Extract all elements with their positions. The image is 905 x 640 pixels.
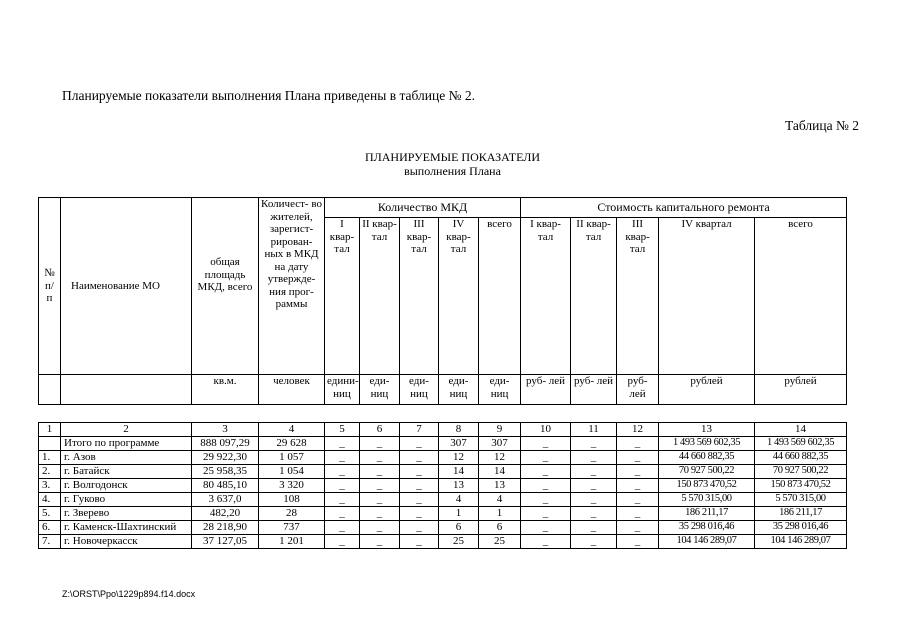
cell-q2: _ xyxy=(360,521,400,535)
cell-name: Итого по программе xyxy=(61,437,192,451)
cell-ct: 150 873 470,52 xyxy=(755,479,847,493)
header-q4: IV квар- тал xyxy=(439,218,479,375)
cell-ct: 44 660 882,35 xyxy=(755,451,847,465)
intro-text: Планируемые показатели выполнения Плана приведены в таблице № 2. xyxy=(62,88,475,103)
cell-tot: 13 xyxy=(479,479,521,493)
title-line-1: ПЛАНИРУЕМЫЕ ПОКАЗАТЕЛИ xyxy=(364,150,541,164)
cell-name: г. Каменск-Шахтинский xyxy=(61,521,192,535)
cell-area: 80 485,10 xyxy=(192,479,259,493)
cell-c2: _ xyxy=(571,521,617,535)
cell-c4: 150 873 470,52 xyxy=(659,479,755,493)
cell-c2: _ xyxy=(571,535,617,549)
cell-q4: 6 xyxy=(439,521,479,535)
cell-q2: _ xyxy=(360,465,400,479)
cell-name: г. Волгодонск xyxy=(61,479,192,493)
header-area: общая площадь МКД, всего xyxy=(192,198,259,375)
header-q3: III квар- тал xyxy=(400,218,439,375)
cell-res: 1 054 xyxy=(259,465,325,479)
unit-ctotal: рублей xyxy=(755,375,847,405)
cell-area: 888 097,29 xyxy=(192,437,259,451)
cell-tot: 12 xyxy=(479,451,521,465)
unit-cq3: руб- лей xyxy=(617,375,659,405)
cell-area: 482,20 xyxy=(192,507,259,521)
column-number: 8 xyxy=(439,423,479,437)
column-number: 7 xyxy=(400,423,439,437)
cell-c1: _ xyxy=(521,535,571,549)
header-num: № п/ п xyxy=(39,198,61,375)
unit-area: кв.м. xyxy=(192,375,259,405)
cell-tot: 307 xyxy=(479,437,521,451)
header-table xyxy=(38,197,847,405)
cell-ct: 186 211,17 xyxy=(755,507,847,521)
cell-q3: _ xyxy=(400,451,439,465)
cell-c1: _ xyxy=(521,507,571,521)
cell-res: 1 057 xyxy=(259,451,325,465)
cell-q3: _ xyxy=(400,465,439,479)
cell-q4: 14 xyxy=(439,465,479,479)
column-number: 12 xyxy=(617,423,659,437)
column-number: 13 xyxy=(659,423,755,437)
cell-q4: 25 xyxy=(439,535,479,549)
cell-name: г. Гуково xyxy=(61,493,192,507)
cell-ct: 5 570 315,00 xyxy=(755,493,847,507)
cell-c2: _ xyxy=(571,451,617,465)
cell-q4: 307 xyxy=(439,437,479,451)
cell-q1: _ xyxy=(325,437,360,451)
cell-c4: 186 211,17 xyxy=(659,507,755,521)
header-total: всего xyxy=(479,218,521,375)
cell-n: 2. xyxy=(39,465,61,479)
table-row xyxy=(39,437,847,451)
title-line-2: выполнения Плана xyxy=(404,164,501,178)
cell-c2: _ xyxy=(571,479,617,493)
cell-q1: _ xyxy=(325,521,360,535)
table-body xyxy=(39,423,847,549)
cell-name: г. Азов xyxy=(61,451,192,465)
header-ctotal: всего xyxy=(755,218,847,375)
cell-res: 108 xyxy=(259,493,325,507)
cell-tot: 6 xyxy=(479,521,521,535)
cell-c1: _ xyxy=(521,493,571,507)
cell-n: 1. xyxy=(39,451,61,465)
cell-q1: _ xyxy=(325,535,360,549)
cell-c1: _ xyxy=(521,479,571,493)
unit-q2: еди- ниц xyxy=(360,375,400,405)
column-number-row xyxy=(39,423,847,437)
header-name: Наименование МО xyxy=(61,198,192,375)
cell-q2: _ xyxy=(360,535,400,549)
table-title xyxy=(0,150,905,178)
cell-q3: _ xyxy=(400,479,439,493)
cell-q1: _ xyxy=(325,479,360,493)
footer-path: Z:\ORST\Ppo\1229p894.f14.docx xyxy=(62,589,196,599)
unit-name xyxy=(61,375,192,405)
table-row xyxy=(39,507,847,521)
cell-res: 3 320 xyxy=(259,479,325,493)
cell-c3: _ xyxy=(617,451,659,465)
cell-q3: _ xyxy=(400,437,439,451)
cell-q3: _ xyxy=(400,535,439,549)
column-number: 9 xyxy=(479,423,521,437)
cell-c2: _ xyxy=(571,507,617,521)
cell-c4: 35 298 016,46 xyxy=(659,521,755,535)
cell-n: 5. xyxy=(39,507,61,521)
cell-q1: _ xyxy=(325,451,360,465)
unit-total: еди- ниц xyxy=(479,375,521,405)
table-row xyxy=(39,535,847,549)
cell-c1: _ xyxy=(521,465,571,479)
cell-q2: _ xyxy=(360,493,400,507)
cell-tot: 4 xyxy=(479,493,521,507)
header-residents: Количест- во жителей, зарегист- рирован- ных в МКД на дату утвержде- ния прог- раммы xyxy=(259,198,325,375)
unit-q3: еди- ниц xyxy=(400,375,439,405)
header-cost-group: Стоимость капитального ремонта xyxy=(521,198,847,218)
column-number: 14 xyxy=(755,423,847,437)
table-row xyxy=(39,521,847,535)
cell-c4: 70 927 500,22 xyxy=(659,465,755,479)
column-number: 6 xyxy=(360,423,400,437)
header-cq3: III квар- тал xyxy=(617,218,659,375)
cell-c1: _ xyxy=(521,521,571,535)
cell-q3: _ xyxy=(400,507,439,521)
cell-tot: 1 xyxy=(479,507,521,521)
unit-people: человек xyxy=(259,375,325,405)
cell-q4: 1 xyxy=(439,507,479,521)
cell-area: 37 127,05 xyxy=(192,535,259,549)
unit-q1: едини- ниц xyxy=(325,375,360,405)
cell-c4: 44 660 882,35 xyxy=(659,451,755,465)
cell-tot: 14 xyxy=(479,465,521,479)
column-number: 11 xyxy=(571,423,617,437)
cell-c4: 5 570 315,00 xyxy=(659,493,755,507)
table-number: Таблица № 2 xyxy=(785,118,859,133)
cell-n: 6. xyxy=(39,521,61,535)
cell-q1: _ xyxy=(325,493,360,507)
cell-c4: 1 493 569 602,35 xyxy=(659,437,755,451)
table-row xyxy=(39,451,847,465)
header-mkd-group: Количество МКД xyxy=(325,198,521,218)
cell-n: 7. xyxy=(39,535,61,549)
cell-q3: _ xyxy=(400,521,439,535)
table-row xyxy=(39,465,847,479)
table-row xyxy=(39,493,847,507)
cell-res: 28 xyxy=(259,507,325,521)
cell-q4: 13 xyxy=(439,479,479,493)
unit-cq1: руб- лей xyxy=(521,375,571,405)
unit-cq2: руб- лей xyxy=(571,375,617,405)
column-number: 10 xyxy=(521,423,571,437)
cell-c3: _ xyxy=(617,493,659,507)
cell-ct: 104 146 289,07 xyxy=(755,535,847,549)
header-cq1: I квар- тал xyxy=(521,218,571,375)
header-cq4: IV квартал xyxy=(659,218,755,375)
cell-n: 3. xyxy=(39,479,61,493)
cell-area: 28 218,90 xyxy=(192,521,259,535)
cell-res: 737 xyxy=(259,521,325,535)
cell-c4: 104 146 289,07 xyxy=(659,535,755,549)
cell-c2: _ xyxy=(571,493,617,507)
header-q1: I квар- тал xyxy=(325,218,360,375)
cell-ct: 70 927 500,22 xyxy=(755,465,847,479)
cell-name: г. Новочеркасск xyxy=(61,535,192,549)
cell-c1: _ xyxy=(521,451,571,465)
column-number: 3 xyxy=(192,423,259,437)
cell-q1: _ xyxy=(325,507,360,521)
cell-q1: _ xyxy=(325,465,360,479)
cell-c2: _ xyxy=(571,437,617,451)
cell-c3: _ xyxy=(617,507,659,521)
column-number: 4 xyxy=(259,423,325,437)
cell-c3: _ xyxy=(617,465,659,479)
cell-n: 4. xyxy=(39,493,61,507)
column-number: 5 xyxy=(325,423,360,437)
cell-c2: _ xyxy=(571,465,617,479)
cell-c3: _ xyxy=(617,437,659,451)
cell-c3: _ xyxy=(617,479,659,493)
cell-ct: 35 298 016,46 xyxy=(755,521,847,535)
unit-num xyxy=(39,375,61,405)
cell-area: 25 958,35 xyxy=(192,465,259,479)
unit-cq4: рублей xyxy=(659,375,755,405)
column-number: 1 xyxy=(39,423,61,437)
cell-c3: _ xyxy=(617,535,659,549)
cell-q2: _ xyxy=(360,479,400,493)
column-number: 2 xyxy=(61,423,192,437)
header-cq2: II квар- тал xyxy=(571,218,617,375)
cell-ct: 1 493 569 602,35 xyxy=(755,437,847,451)
cell-q2: _ xyxy=(360,451,400,465)
cell-n xyxy=(39,437,61,451)
cell-q2: _ xyxy=(360,437,400,451)
data-table xyxy=(38,422,847,549)
cell-tot: 25 xyxy=(479,535,521,549)
cell-area: 3 637,0 xyxy=(192,493,259,507)
cell-q2: _ xyxy=(360,507,400,521)
cell-res: 1 201 xyxy=(259,535,325,549)
header-q2: II квар- тал xyxy=(360,218,400,375)
cell-c1: _ xyxy=(521,437,571,451)
cell-name: г. Батайск xyxy=(61,465,192,479)
table-row xyxy=(39,479,847,493)
cell-q4: 12 xyxy=(439,451,479,465)
cell-q4: 4 xyxy=(439,493,479,507)
cell-res: 29 628 xyxy=(259,437,325,451)
cell-q3: _ xyxy=(400,493,439,507)
cell-area: 29 922,30 xyxy=(192,451,259,465)
unit-q4: еди- ниц xyxy=(439,375,479,405)
cell-name: г. Зверево xyxy=(61,507,192,521)
cell-c3: _ xyxy=(617,521,659,535)
